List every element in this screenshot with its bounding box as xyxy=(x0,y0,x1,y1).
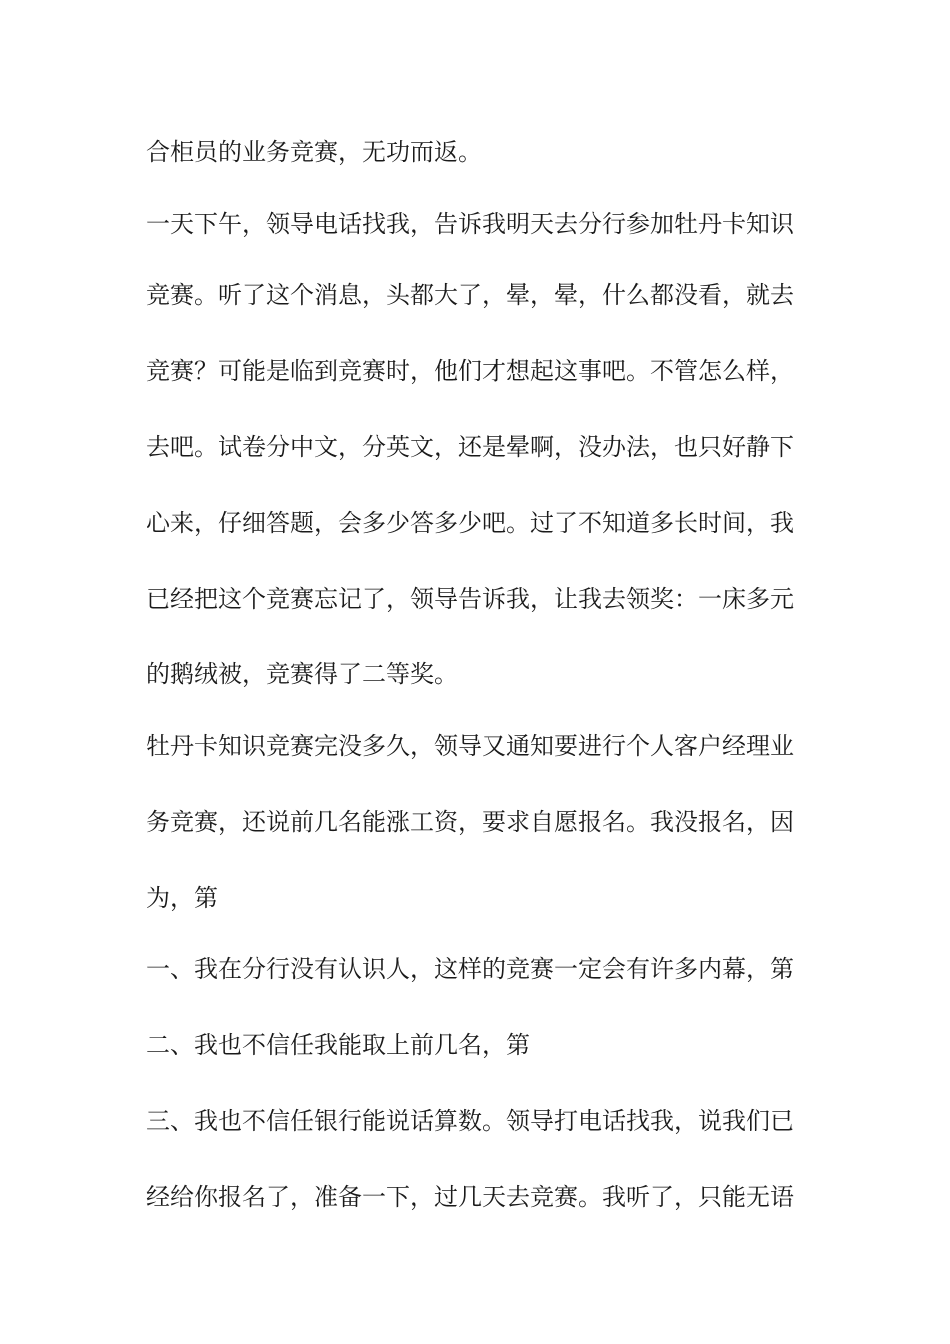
text-line: 已经把这个竞赛忘记了，领导告诉我，让我去领奖：一床多元 xyxy=(146,585,794,613)
text-line: 心来，仔细答题，会多少答多少吧。过了不知道多长时间，我 xyxy=(146,509,794,537)
text-line: 为，第 xyxy=(146,884,218,912)
text-line: 务竞赛，还说前几名能涨工资，要求自愿报名。我没报名，因 xyxy=(146,808,794,836)
text-line: 竞赛。听了这个消息，头都大了，晕，晕，什么都没看，就去 xyxy=(146,281,794,309)
text-line: 合柜员的业务竞赛，无功而返。 xyxy=(146,138,482,166)
text-line: 经给你报名了，准备一下，过几天去竞赛。我听了，只能无语 xyxy=(146,1183,794,1211)
text-line: 竞赛？可能是临到竞赛时，他们才想起这事吧。不管怎么样， xyxy=(146,357,794,385)
text-line: 牡丹卡知识竞赛完没多久，领导又通知要进行个人客户经理业 xyxy=(146,732,794,760)
text-line: 一天下午，领导电话找我，告诉我明天去分行参加牡丹卡知识 xyxy=(146,210,794,238)
text-line: 一、我在分行没有认识人，这样的竞赛一定会有许多内幕，第 xyxy=(146,955,794,983)
text-line: 去吧。试卷分中文，分英文，还是晕啊，没办法，也只好静下 xyxy=(146,433,794,461)
text-line: 的鹅绒被，竞赛得了二等奖。 xyxy=(146,660,458,688)
text-line: 二、我也不信任我能取上前几名，第 xyxy=(146,1031,530,1059)
text-line: 三、我也不信任银行能说话算数。领导打电话找我，说我们已 xyxy=(146,1107,794,1135)
